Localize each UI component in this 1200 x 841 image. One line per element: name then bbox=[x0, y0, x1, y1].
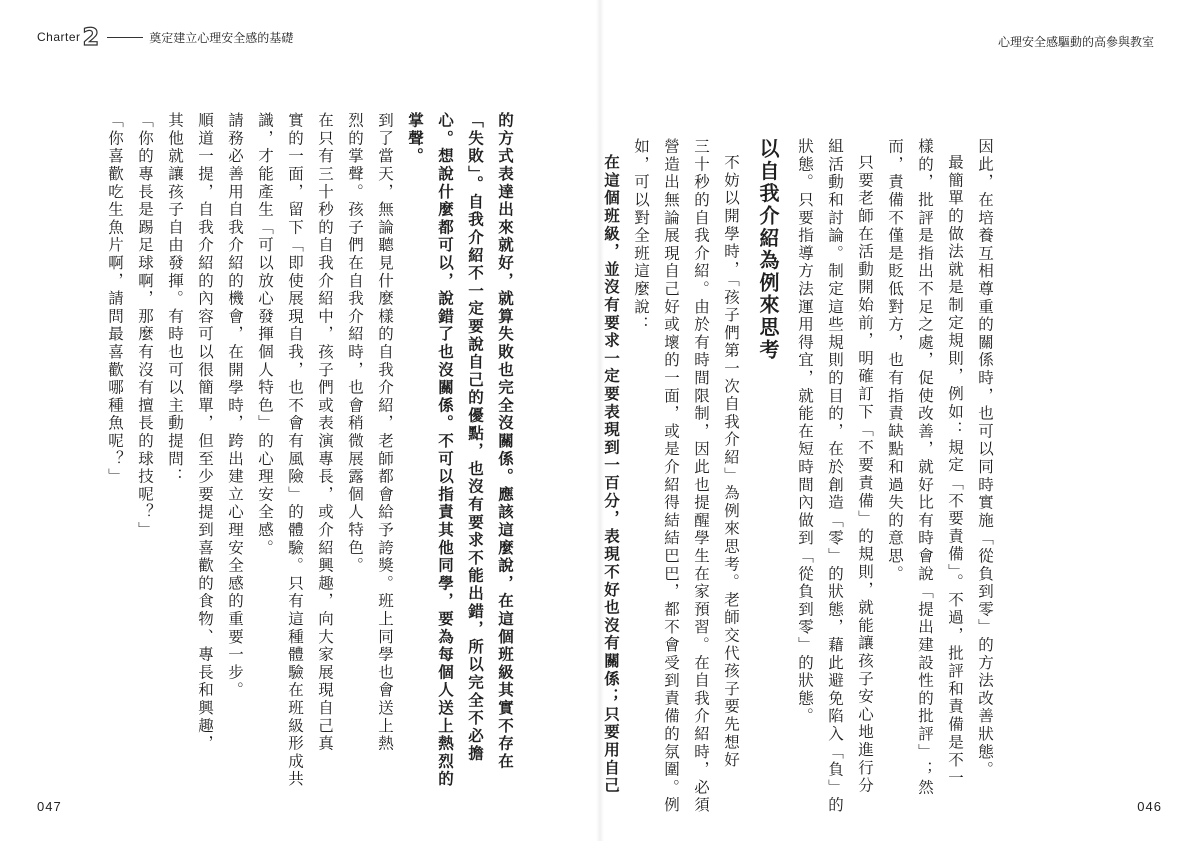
body-line: 不妨以開學時，「孩子們第一次自我介紹」為例來思考。老師交代孩子要先想好 bbox=[722, 153, 740, 769]
header-rule bbox=[107, 37, 143, 38]
body-line: 因此，在培養互相尊重的關係時，也可以同時實施「從負到零」的方法改善狀態。 bbox=[976, 138, 994, 779]
section-heading: 以自我介紹為例來思考 bbox=[756, 138, 780, 361]
body-line: 營造出無論展現自己好或壞的一面，或是介紹得結結巴巴，都不會受到責備的氛圍。例 bbox=[662, 138, 680, 815]
page-number-left: 047 bbox=[37, 799, 62, 814]
chapter-number: 2 bbox=[82, 23, 100, 51]
body-line: 其他就讓孩子自由發揮。有時也可以主動提問： bbox=[166, 112, 184, 486]
chapter-label: Charter bbox=[37, 30, 81, 44]
chapter-header bbox=[37, 23, 294, 51]
book-title-header: 心理安全感驅動的高參與教室 bbox=[997, 35, 1154, 49]
body-line: 在這個班級，並沒有要求一定要表現到一百分，表現不好也沒有關係；只要用自己 bbox=[602, 153, 620, 795]
page-number-right: 046 bbox=[1137, 799, 1162, 814]
body-line: 到了當天，無論聽見什麼樣的自我介紹，老師都會給予誇獎。班上同學也會送上熱 bbox=[376, 112, 394, 753]
quote-line: 「你喜歡吃生魚片啊，請問最喜歡哪種魚呢？」 bbox=[106, 112, 124, 486]
body-line: 實的一面，留下「即使展現自我，也不會有風險」的體驗。只有這種體驗在班級形成共 bbox=[286, 112, 304, 789]
body-line: 最簡單的做法就是制定規則，例如：規定「不要責備」。不過，批評和責備是不一 bbox=[946, 153, 964, 787]
body-line: 在只有三十秒的自我介紹中，孩子們或表演專長，或介紹興趣，向大家展現自己真 bbox=[316, 112, 334, 753]
body-line: 「失敗」。自我介紹不一定要說自己的優點，也沒有要求不能出錯，所以完全不必擔 bbox=[466, 112, 484, 763]
body-line: 的方式表達出來就好，就算失敗也完全沒關係。應該這麼說，在這個班級其實不存在 bbox=[496, 112, 514, 771]
body-line: 識，才能產生「可以放心發揮個人特色」的心理安全感。 bbox=[256, 112, 274, 557]
chapter-title: 奠定建立心理安全感的基礎 bbox=[149, 30, 294, 45]
right-page-body bbox=[602, 138, 1000, 815]
body-line: 組活動和討論。制定這些規則的目的，在於創造「零」的狀態，藉此避免陷入「負」的 bbox=[826, 138, 844, 815]
quote-line: 「你的專長是踢足球啊，那麼有沒有擅長的球技呢？」 bbox=[136, 112, 154, 540]
body-line: 狀態。只要指導方法運用得宜，就能在短時間內做到「從負到零」的狀態。 bbox=[796, 138, 814, 726]
body-line: 掌聲。 bbox=[406, 112, 424, 166]
body-line: 順道一提，自我介紹的內容可以很簡單，但至少要提到喜歡的食物、專長和興趣， bbox=[196, 112, 214, 753]
body-line: 請務必善用自我介紹的機會，在開學時，跨出建立心理安全感的重要一步。 bbox=[226, 112, 244, 700]
body-line: 三十秒的自我介紹。由於有時間限制，因此也提醒學生在家預習。在自我介紹時，必須 bbox=[692, 138, 710, 815]
left-page-body bbox=[60, 112, 520, 789]
body-line: 如，可以對全班這麼說： bbox=[632, 138, 650, 334]
body-line: 而，責備不僅是貶低對方，也有指責缺點和過失的意思。 bbox=[886, 138, 904, 583]
body-line: 心。想說什麼都可以，說錯了也沒關係。不可以指責其他同學，要為每個人送上熱烈的 bbox=[436, 112, 454, 789]
body-line: 只要老師在活動開始前，明確訂下「不要責備」的規則，就能讓孩子安心地進行分 bbox=[856, 153, 874, 795]
body-line: 烈的掌聲。孩子們在自我介紹時，也會稍微展露個人特色。 bbox=[346, 112, 364, 575]
body-line: 樣的，批評是指出不足之處，促使改善，就好比有時會說「提出建設性的批評」；然 bbox=[916, 138, 934, 797]
